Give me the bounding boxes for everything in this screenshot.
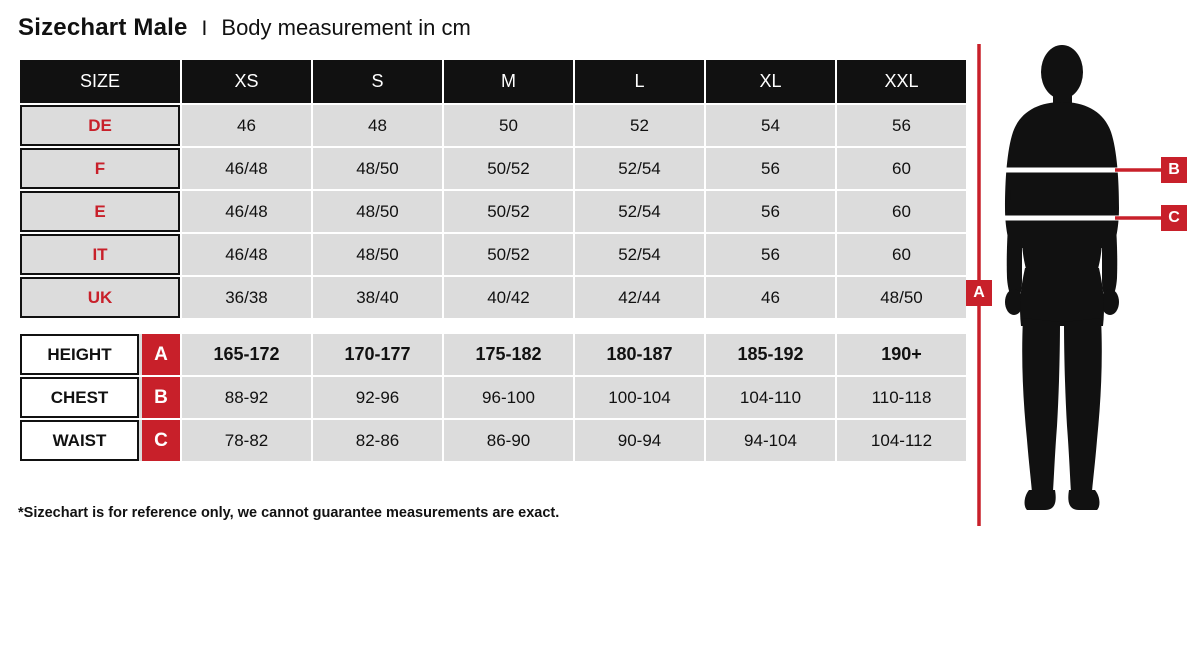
cell-de-m: 50: [444, 105, 573, 146]
cell-e-m: 50/52: [444, 191, 573, 232]
cell-e-xs: 46/48: [182, 191, 311, 232]
cell-f-xl: 56: [706, 148, 835, 189]
cell-chest-xl: 104-110: [706, 377, 835, 418]
table-row: [20, 148, 966, 189]
cell-de-xxl: 56: [837, 105, 966, 146]
cell-height-l: 180-187: [575, 334, 704, 375]
cell-it-xxl: 60: [837, 234, 966, 275]
cell-f-xxl: 60: [837, 148, 966, 189]
cell-height-s: 170-177: [313, 334, 442, 375]
cell-uk-m: 40/42: [444, 277, 573, 318]
meas-name-chest: CHEST: [20, 377, 139, 418]
table-spacer-cell: [20, 320, 966, 332]
cell-chest-s: 92-96: [313, 377, 442, 418]
row-label-f: F: [20, 148, 180, 189]
meas-name-height: HEIGHT: [20, 334, 139, 375]
title-separator: I: [201, 17, 208, 40]
cell-de-l: 52: [575, 105, 704, 146]
table-row: [20, 420, 966, 461]
meas-name-waist: WAIST: [20, 420, 139, 461]
header-cell-xs: XS: [182, 60, 311, 103]
row-label-de: DE: [20, 105, 180, 146]
cell-waist-xs: 78-82: [182, 420, 311, 461]
title-main: Sizechart Male: [18, 14, 188, 41]
cell-uk-s: 38/40: [313, 277, 442, 318]
footnote: *Sizechart is for reference only, we cannot guarantee measurements are exact.: [18, 505, 560, 521]
meas-key-b: B: [142, 377, 180, 418]
cell-chest-l: 100-104: [575, 377, 704, 418]
cell-waist-l: 90-94: [575, 420, 704, 461]
meas-key-c: C: [142, 420, 180, 461]
header-cell-xxl: XXL: [837, 60, 966, 103]
table-header-row: [20, 60, 966, 103]
cell-uk-xl: 46: [706, 277, 835, 318]
table-row: [20, 234, 966, 275]
cell-it-s: 48/50: [313, 234, 442, 275]
cell-waist-xxl: 104-112: [837, 420, 966, 461]
body-figure-area: [965, 40, 1197, 540]
cell-chest-xs: 88-92: [182, 377, 311, 418]
header-cell-size: SIZE: [20, 60, 180, 103]
cell-height-m: 175-182: [444, 334, 573, 375]
table-row: [20, 277, 966, 318]
table-row: [20, 105, 966, 146]
cell-it-xl: 56: [706, 234, 835, 275]
row-label-waist: [20, 420, 180, 461]
row-label-chest: [20, 377, 180, 418]
male-silhouette-icon: [965, 40, 1197, 540]
cell-it-l: 52/54: [575, 234, 704, 275]
meas-key-a: A: [142, 334, 180, 375]
row-label-height: [20, 334, 180, 375]
header-cell-xl: XL: [706, 60, 835, 103]
table-spacer-row: [20, 320, 966, 332]
header-cell-s: S: [313, 60, 442, 103]
cell-f-xs: 46/48: [182, 148, 311, 189]
cell-uk-l: 42/44: [575, 277, 704, 318]
marker-b: B: [1161, 157, 1187, 183]
cell-e-xl: 56: [706, 191, 835, 232]
cell-de-xl: 54: [706, 105, 835, 146]
sizechart-table-wrap: [18, 58, 965, 463]
cell-de-s: 48: [313, 105, 442, 146]
cell-f-m: 50/52: [444, 148, 573, 189]
cell-e-s: 48/50: [313, 191, 442, 232]
cell-uk-xs: 36/38: [182, 277, 311, 318]
marker-a: A: [966, 280, 992, 306]
row-label-it: IT: [20, 234, 180, 275]
page-title: [18, 14, 471, 42]
table-row: [20, 191, 966, 232]
header-cell-l: L: [575, 60, 704, 103]
cell-waist-xl: 94-104: [706, 420, 835, 461]
cell-f-l: 52/54: [575, 148, 704, 189]
cell-height-xl: 185-192: [706, 334, 835, 375]
cell-it-xs: 46/48: [182, 234, 311, 275]
row-label-uk: UK: [20, 277, 180, 318]
cell-waist-s: 82-86: [313, 420, 442, 461]
cell-de-xs: 46: [182, 105, 311, 146]
cell-f-s: 48/50: [313, 148, 442, 189]
title-subtitle: Body measurement in cm: [221, 15, 471, 40]
sizechart-table: [18, 58, 968, 463]
table-row: [20, 377, 966, 418]
cell-chest-xxl: 110-118: [837, 377, 966, 418]
cell-it-m: 50/52: [444, 234, 573, 275]
cell-e-xxl: 60: [837, 191, 966, 232]
cell-chest-m: 96-100: [444, 377, 573, 418]
cell-height-xxl: 190+: [837, 334, 966, 375]
cell-height-xs: 165-172: [182, 334, 311, 375]
row-label-e: E: [20, 191, 180, 232]
table-row: [20, 334, 966, 375]
cell-waist-m: 86-90: [444, 420, 573, 461]
cell-uk-xxl: 48/50: [837, 277, 966, 318]
cell-e-l: 52/54: [575, 191, 704, 232]
header-cell-m: M: [444, 60, 573, 103]
marker-c: C: [1161, 205, 1187, 231]
